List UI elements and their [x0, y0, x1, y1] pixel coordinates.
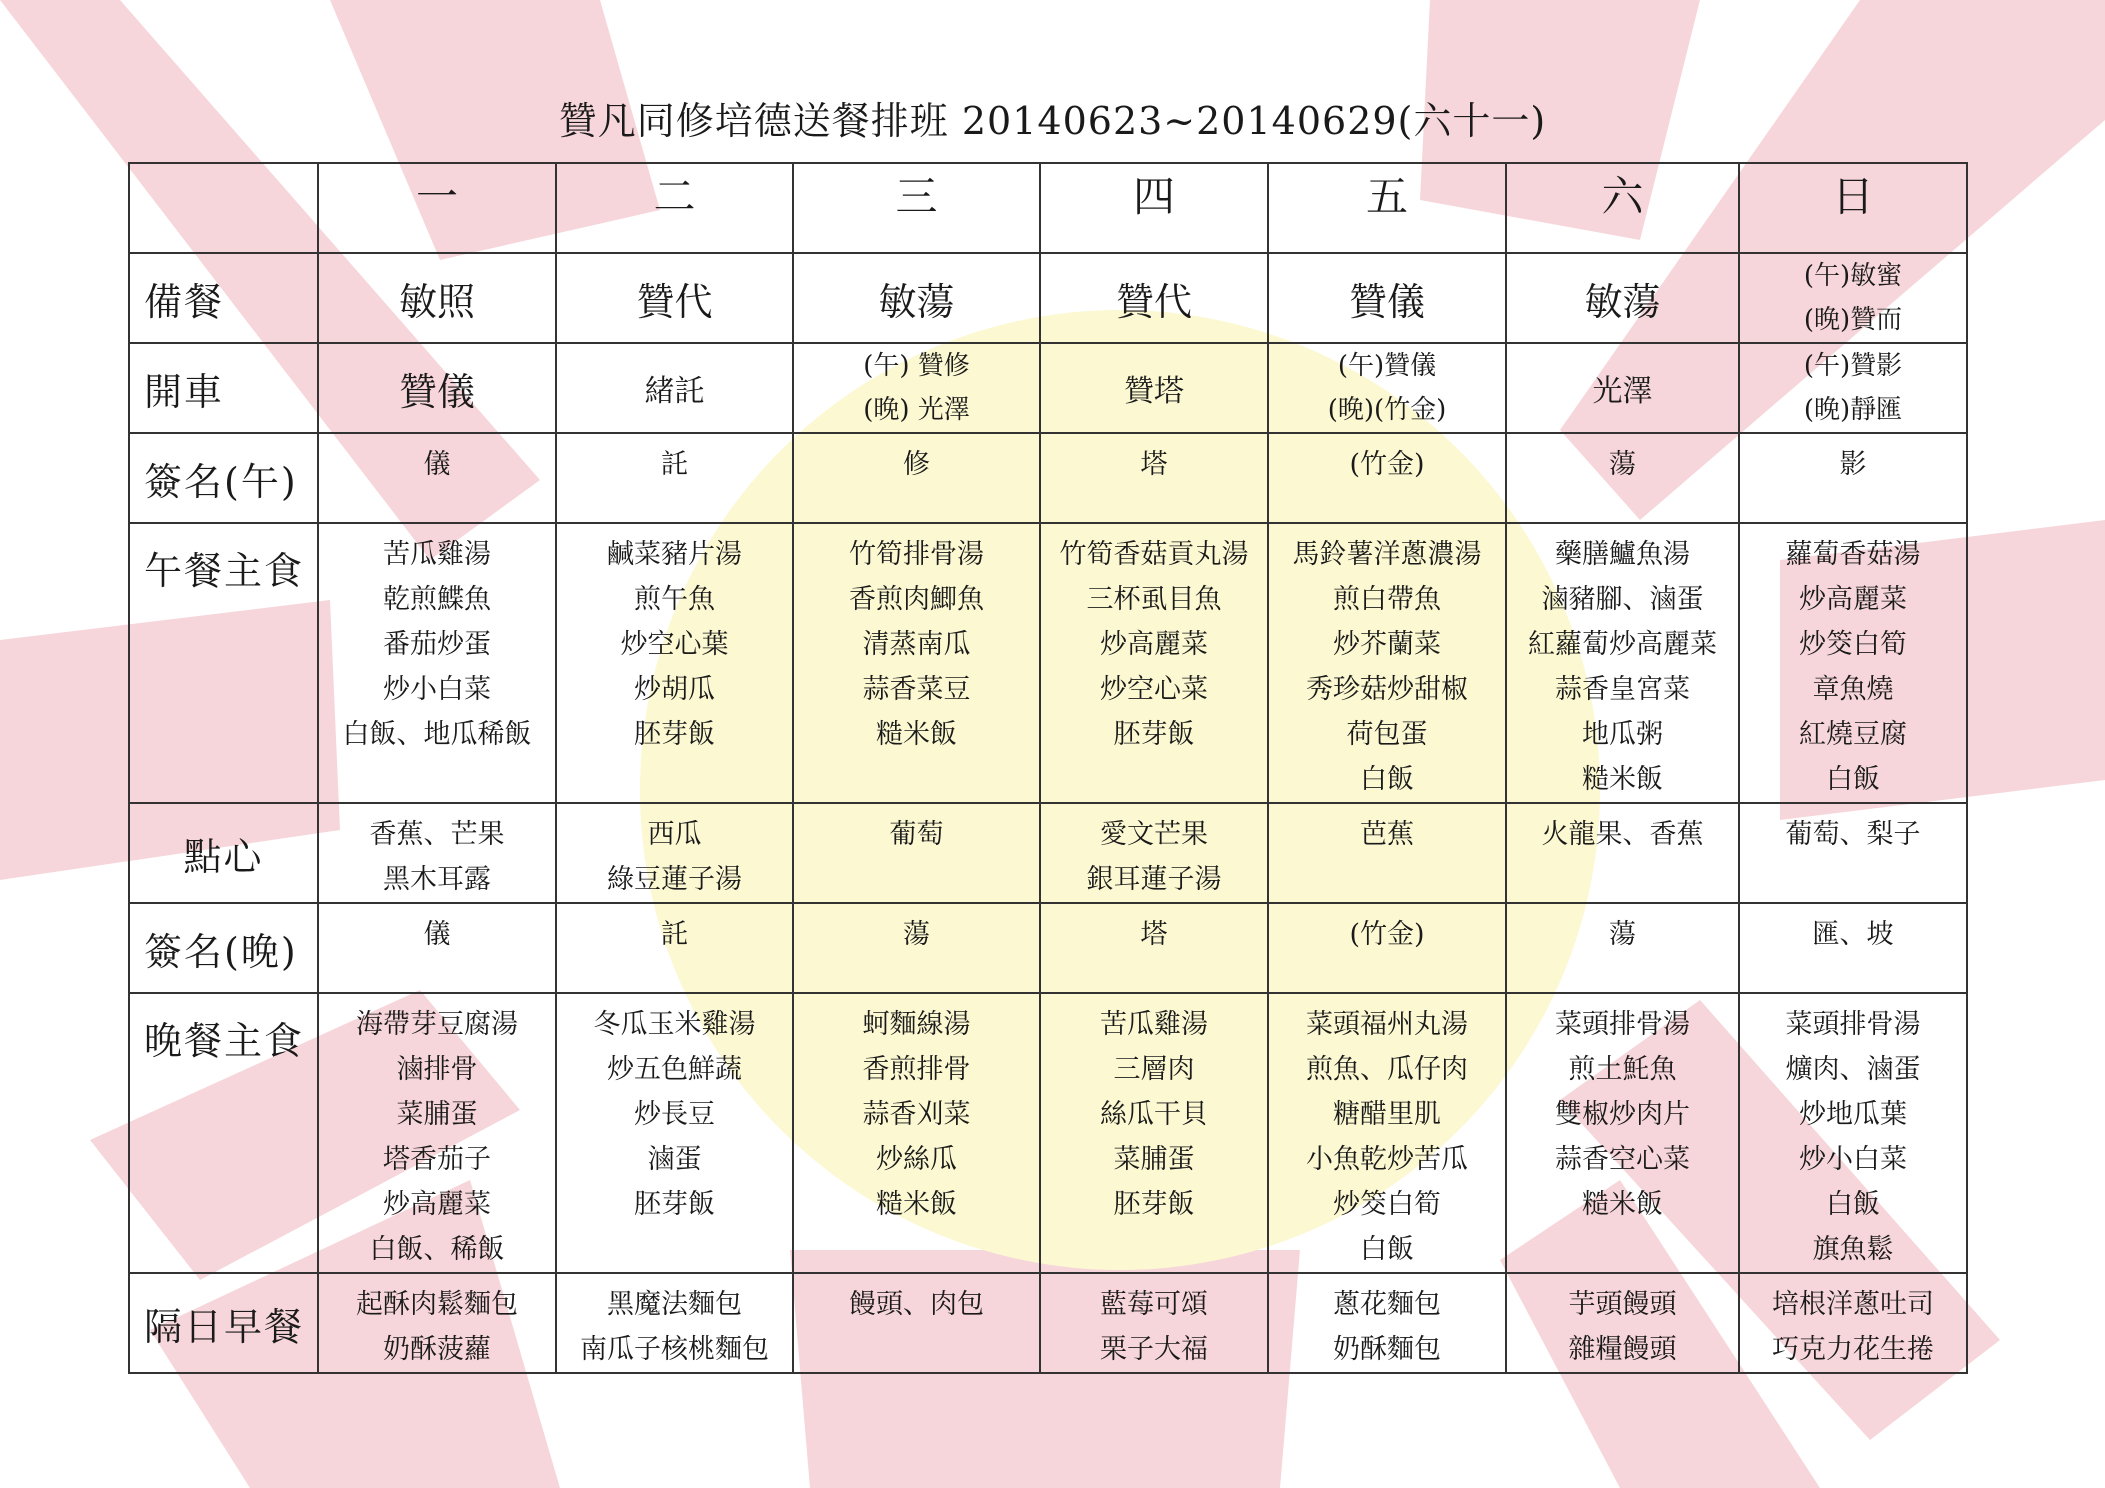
lunch-cell	[1739, 523, 1967, 803]
sign-eve-cell: 匯、坡	[1739, 903, 1967, 993]
prep-text: 贊代	[1115, 279, 1192, 324]
snack-cell	[1268, 803, 1506, 903]
schedule-table	[128, 162, 1968, 1374]
menu-item: 南瓜子核桃麵包	[580, 1334, 769, 1365]
snack-cell	[1739, 803, 1967, 903]
menu-item: 煎白帶魚	[1333, 584, 1441, 615]
prep-cell	[1739, 253, 1967, 343]
snack-cell	[556, 803, 793, 903]
day-header: 一	[318, 163, 556, 253]
menu-item: 香煎肉鯽魚	[849, 584, 984, 615]
menu-item: 糙米飯	[876, 1189, 957, 1220]
menu-item: 炒小白菜	[1799, 1144, 1907, 1175]
prep-text: 敏蕩	[878, 279, 955, 324]
menu-item: 糙米飯	[876, 719, 957, 750]
sign-noon-cell: (竹金)	[1268, 433, 1506, 523]
snack-row	[129, 803, 1967, 903]
menu-item: 黑木耳露	[383, 864, 491, 895]
lunch-cell	[1268, 523, 1506, 803]
row-label-dinner: 晚餐主食	[129, 993, 318, 1273]
menu-item: 乾煎鰈魚	[383, 584, 491, 615]
menu-item: 煎土魠魚	[1568, 1054, 1677, 1085]
menu-item: 糙米飯	[1582, 1189, 1663, 1220]
dinner-cell	[1040, 993, 1268, 1273]
menu-item: 爌肉、滷蛋	[1785, 1054, 1921, 1085]
lunch-row	[129, 523, 1967, 803]
sign-eve-cell: 蕩	[1506, 903, 1739, 993]
menu-item: 炒筊白筍	[1799, 629, 1907, 660]
menu-item: 炒筊白筍	[1333, 1189, 1441, 1220]
drive-cell	[1506, 343, 1739, 433]
row-label-sign-eve: 簽名(晚)	[129, 903, 318, 993]
menu-item: 竹筍香菇貢丸湯	[1059, 539, 1249, 570]
day-header: 三	[793, 163, 1040, 253]
menu-item: 蒜香刈菜	[862, 1099, 971, 1130]
prep-cell	[1040, 253, 1268, 343]
menu-item: 秀珍菇炒甜椒	[1306, 674, 1468, 705]
lunch-cell	[1040, 523, 1268, 803]
menu-item: 蒜香空心菜	[1555, 1144, 1690, 1175]
menu-item: 炒空心葉	[620, 629, 729, 660]
menu-item: 胚芽飯	[634, 719, 715, 750]
drive-cell	[318, 343, 556, 433]
menu-item: 紅蘿蔔炒高麗菜	[1528, 629, 1717, 660]
menu-item: 香煎排骨	[862, 1054, 971, 1085]
breakfast-cell	[793, 1273, 1040, 1373]
menu-item: 藍莓可頌	[1100, 1289, 1208, 1320]
menu-item: 葡萄	[889, 819, 944, 850]
drive-text: (晚) 光澤	[863, 395, 970, 425]
drive-text: (晚)(竹金)	[1327, 395, 1447, 425]
drive-cell	[793, 343, 1040, 433]
snack-cell	[1506, 803, 1739, 903]
dinner-cell	[793, 993, 1040, 1273]
breakfast-row	[129, 1273, 1967, 1373]
corner-cell	[129, 163, 318, 253]
sign-eve-cell: 託	[556, 903, 793, 993]
prep-text: (晚)贊而	[1803, 305, 1903, 335]
menu-item: 炒空心菜	[1100, 674, 1208, 705]
menu-item: 三層肉	[1113, 1054, 1195, 1085]
menu-item: 塔香茄子	[383, 1144, 491, 1175]
day-header: 六	[1506, 163, 1739, 253]
sign-noon-cell: 影	[1739, 433, 1967, 523]
drive-cell	[1268, 343, 1506, 433]
menu-item: 芋頭饅頭	[1568, 1289, 1677, 1320]
dinner-cell	[1739, 993, 1967, 1273]
menu-item: 愛文芒果	[1100, 819, 1208, 850]
snack-cell	[318, 803, 556, 903]
row-label-sign-noon: 簽名(午)	[129, 433, 318, 523]
breakfast-cell	[1040, 1273, 1268, 1373]
drive-text: (午)贊影	[1803, 351, 1903, 381]
prep-text: 敏照	[398, 279, 475, 324]
snack-cell	[1040, 803, 1268, 903]
menu-item: 滷蛋	[647, 1144, 702, 1175]
drive-text: (午)贊儀	[1337, 351, 1437, 381]
breakfast-cell	[1268, 1273, 1506, 1373]
drive-row	[129, 343, 1967, 433]
sign-noon-row	[129, 433, 1967, 523]
menu-item: 清蒸南瓜	[862, 629, 971, 660]
menu-item: 糖醋里肌	[1333, 1099, 1441, 1130]
menu-item: 蔥花麵包	[1333, 1289, 1441, 1320]
prep-cell	[318, 253, 556, 343]
menu-item: 滷排骨	[396, 1054, 478, 1085]
sign-noon-cell: 塔	[1040, 433, 1268, 523]
sign-noon-cell: 蕩	[1506, 433, 1739, 523]
prep-row	[129, 253, 1967, 343]
menu-item: 地瓜粥	[1582, 719, 1663, 750]
menu-item: 苦瓜雞湯	[383, 539, 491, 570]
menu-item: 菜脯蛋	[1113, 1144, 1195, 1175]
day-header-row	[129, 163, 1967, 253]
menu-item: 蘿蔔香菇湯	[1785, 539, 1921, 570]
menu-item: 蚵麵線湯	[862, 1009, 971, 1040]
menu-item: 火龍果、香蕉	[1541, 819, 1704, 850]
menu-item: 炒高麗菜	[383, 1189, 491, 1220]
prep-cell	[1268, 253, 1506, 343]
row-label-prep: 備餐	[129, 253, 318, 343]
menu-item: 綠豆蓮子湯	[607, 864, 742, 895]
row-label-breakfast: 隔日早餐	[129, 1273, 318, 1373]
menu-item: 炒長豆	[634, 1099, 715, 1130]
drive-text: 贊儀	[398, 369, 475, 414]
menu-item: 炒高麗菜	[1100, 629, 1208, 660]
menu-item: 蒜香菜豆	[862, 674, 971, 705]
menu-item: 炒胡瓜	[634, 674, 715, 705]
prep-text: 贊儀	[1348, 279, 1425, 324]
menu-item: 竹筍排骨湯	[849, 539, 984, 570]
menu-item: 炒小白菜	[383, 674, 491, 705]
menu-item: 小魚乾炒苦瓜	[1306, 1144, 1468, 1175]
drive-text: 贊塔	[1124, 374, 1184, 409]
day-header: 日	[1739, 163, 1967, 253]
menu-item: 銀耳蓮子湯	[1086, 864, 1222, 895]
menu-item: 炒五色鮮蔬	[607, 1054, 742, 1085]
menu-item: 胚芽飯	[634, 1189, 715, 1220]
menu-item: 黑魔法麵包	[607, 1289, 742, 1320]
row-label-drive: 開車	[129, 343, 318, 433]
snack-cell	[793, 803, 1040, 903]
menu-item: 菜頭排骨湯	[1785, 1009, 1921, 1040]
breakfast-cell	[556, 1273, 793, 1373]
menu-item: 白飯	[1826, 764, 1880, 795]
menu-item: 冬瓜玉米雞湯	[593, 1009, 756, 1040]
menu-item: 栗子大福	[1100, 1334, 1208, 1365]
dinner-cell	[1268, 993, 1506, 1273]
drive-text: 光澤	[1592, 374, 1653, 409]
breakfast-cell	[1506, 1273, 1739, 1373]
lunch-cell	[1506, 523, 1739, 803]
drive-text: (午) 贊修	[863, 351, 970, 381]
menu-item: 章魚燒	[1812, 674, 1894, 705]
menu-item: 菜頭福州丸湯	[1306, 1009, 1468, 1040]
menu-item: 紅燒豆腐	[1799, 719, 1907, 750]
menu-item: 滷豬腳、滷蛋	[1541, 584, 1704, 615]
drive-cell	[556, 343, 793, 433]
sign-eve-cell: 蕩	[793, 903, 1040, 993]
menu-item: 白飯、地瓜稀飯	[342, 719, 532, 750]
menu-item: 白飯	[1826, 1189, 1880, 1220]
menu-item: 饅頭、肉包	[849, 1289, 984, 1320]
menu-item: 奶酥菠蘿	[383, 1334, 491, 1365]
menu-item: 奶酥麵包	[1333, 1334, 1441, 1365]
menu-item: 番茄炒蛋	[383, 629, 491, 660]
menu-item: 炒絲瓜	[876, 1144, 957, 1175]
breakfast-cell	[1739, 1273, 1967, 1373]
menu-item: 炒地瓜葉	[1799, 1099, 1907, 1130]
menu-item: 雙椒炒肉片	[1555, 1099, 1690, 1130]
sign-eve-cell: 儀	[318, 903, 556, 993]
menu-item: 胚芽飯	[1113, 1189, 1195, 1220]
menu-item: 鹹菜豬片湯	[607, 539, 742, 570]
sign-noon-cell: 託	[556, 433, 793, 523]
menu-item: 炒芥蘭菜	[1333, 629, 1441, 660]
menu-item: 糙米飯	[1582, 764, 1663, 795]
dinner-cell	[556, 993, 793, 1273]
prep-cell	[793, 253, 1040, 343]
menu-item: 煎午魚	[634, 584, 715, 615]
menu-item: 藥膳鱸魚湯	[1555, 539, 1690, 570]
prep-cell	[556, 253, 793, 343]
menu-item: 絲瓜干貝	[1100, 1099, 1208, 1130]
sign-eve-row	[129, 903, 1967, 993]
dinner-row	[129, 993, 1967, 1273]
menu-item: 旗魚鬆	[1812, 1234, 1894, 1265]
row-label-snack: 點心	[129, 803, 318, 903]
sign-eve-cell: 塔	[1040, 903, 1268, 993]
drive-cell	[1739, 343, 1967, 433]
lunch-cell	[318, 523, 556, 803]
day-header: 四	[1040, 163, 1268, 253]
menu-item: 海帶芽豆腐湯	[356, 1009, 518, 1040]
menu-item: 芭蕉	[1360, 819, 1414, 850]
breakfast-cell	[318, 1273, 556, 1373]
lunch-cell	[793, 523, 1040, 803]
menu-item: 白飯、稀飯	[369, 1234, 505, 1265]
day-header: 二	[556, 163, 793, 253]
menu-item: 巧克力花生捲	[1772, 1334, 1934, 1365]
menu-item: 起酥肉鬆麵包	[356, 1289, 518, 1320]
menu-item: 蒜香皇宮菜	[1555, 674, 1690, 705]
prep-cell	[1506, 253, 1739, 343]
menu-item: 荷包蛋	[1346, 719, 1428, 750]
menu-item: 葡萄、梨子	[1785, 819, 1921, 850]
menu-item: 馬鈴薯洋蔥濃湯	[1292, 539, 1482, 570]
menu-item: 炒高麗菜	[1799, 584, 1907, 615]
menu-item: 香蕉、芒果	[369, 819, 505, 850]
menu-item: 菜頭排骨湯	[1555, 1009, 1690, 1040]
lunch-cell	[556, 523, 793, 803]
drive-cell	[1040, 343, 1268, 433]
prep-text: 敏蕩	[1584, 279, 1661, 324]
dinner-cell	[318, 993, 556, 1273]
row-label-lunch: 午餐主食	[129, 523, 318, 803]
menu-item: 三杯虱目魚	[1086, 584, 1222, 615]
dinner-cell	[1506, 993, 1739, 1273]
sign-eve-cell: (竹金)	[1268, 903, 1506, 993]
day-header: 五	[1268, 163, 1506, 253]
prep-text: (午)敏蜜	[1803, 261, 1903, 291]
menu-item: 培根洋蔥吐司	[1772, 1289, 1934, 1320]
prep-text: 贊代	[636, 279, 713, 324]
menu-item: 白飯	[1360, 764, 1414, 795]
drive-text: 緒託	[644, 374, 705, 409]
menu-item: 菜脯蛋	[396, 1099, 478, 1130]
menu-item: 雜糧饅頭	[1568, 1334, 1677, 1365]
drive-text: (晚)靜匯	[1803, 395, 1903, 425]
page-title: 贊凡同修培德送餐排班 20140623~20140629(六十一)	[558, 99, 1547, 143]
sign-noon-cell: 儀	[318, 433, 556, 523]
sign-noon-cell: 修	[793, 433, 1040, 523]
menu-item: 胚芽飯	[1113, 719, 1195, 750]
menu-item: 苦瓜雞湯	[1100, 1009, 1208, 1040]
menu-item: 西瓜	[647, 819, 702, 850]
menu-item: 煎魚、瓜仔肉	[1306, 1054, 1468, 1085]
menu-item: 白飯	[1360, 1234, 1414, 1265]
